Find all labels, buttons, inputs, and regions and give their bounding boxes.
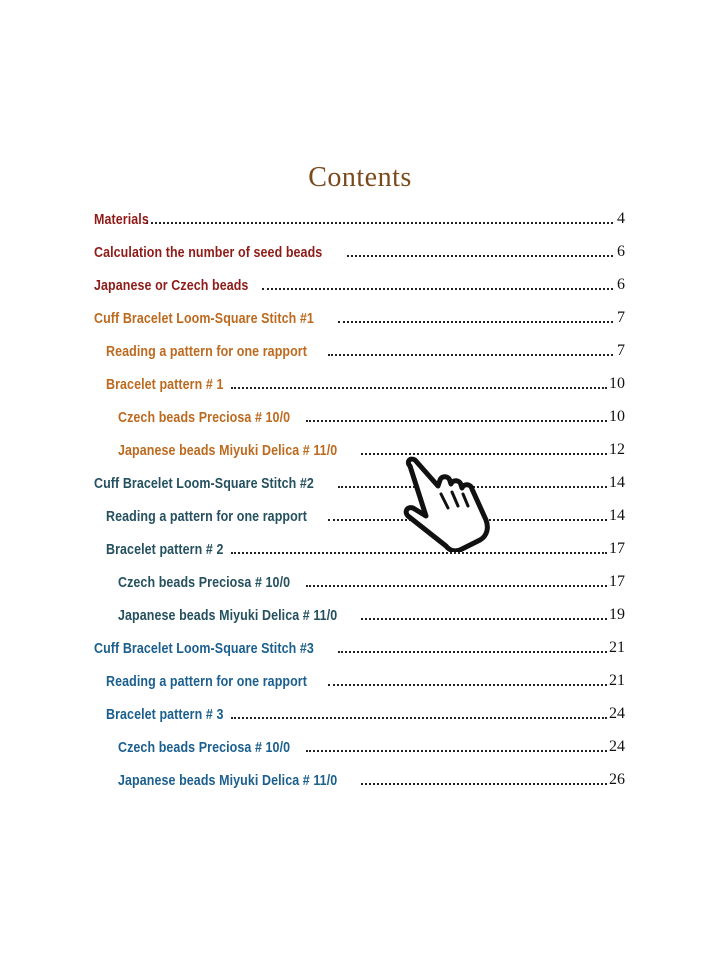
toc-entry-label: Japanese beads Miyuki Delica # 11/0 (118, 443, 338, 459)
dot-leader (146, 221, 613, 224)
dot-leader (306, 584, 607, 587)
dot-leader (231, 386, 607, 389)
dot-leader (231, 716, 607, 719)
toc-page-number: 14 (609, 507, 625, 524)
toc-entry-pattern-2[interactable] (106, 528, 625, 558)
toc-entry-cuff-2[interactable] (94, 462, 625, 492)
dot-leader (262, 287, 613, 290)
dot-leader (328, 353, 613, 356)
toc-entry-pattern-1[interactable] (106, 363, 625, 393)
toc-page-number: 17 (609, 573, 625, 590)
toc-page-number: 6 (617, 243, 625, 260)
page-title: Contents (308, 162, 412, 193)
toc-entry-label: Czech beads Preciosa # 10/0 (118, 410, 291, 426)
toc-page-number: 26 (609, 771, 625, 788)
toc-page-number: 17 (609, 540, 625, 557)
toc-entry-label: Bracelet pattern # 2 (106, 542, 224, 558)
dot-leader (361, 782, 607, 785)
toc-entry-pattern-3[interactable] (106, 693, 625, 723)
toc-entry-japanese-or-czech[interactable] (94, 264, 625, 294)
toc-entry-japanese-1[interactable] (118, 429, 625, 459)
toc-entry-rapport-3[interactable] (106, 660, 625, 690)
dot-leader (328, 683, 607, 686)
toc-page-number: 7 (617, 309, 625, 326)
toc-entry-label: Japanese or Czech beads (94, 278, 249, 294)
toc-entry-label: Japanese beads Miyuki Delica # 11/0 (118, 608, 338, 624)
toc-entry-label: Cuff Bracelet Loom-Square Stitch #3 (94, 641, 314, 657)
toc-page-number: 19 (609, 606, 625, 623)
toc-page-number: 24 (609, 738, 625, 755)
toc-entry-label: Reading a pattern for one rapport (106, 344, 307, 360)
toc-page-number: 21 (609, 639, 625, 656)
toc-page-number: 12 (609, 441, 625, 458)
toc-entry-cuff-3[interactable] (94, 627, 625, 657)
toc-entry-label: Cuff Bracelet Loom-Square Stitch #1 (94, 311, 314, 327)
toc-page-number: 21 (609, 672, 625, 689)
dot-leader (361, 452, 607, 455)
dot-leader (306, 419, 607, 422)
toc-entry-czech-3[interactable] (118, 726, 625, 756)
toc-page-number: 10 (609, 375, 625, 392)
toc-page-number: 6 (617, 276, 625, 293)
dot-leader (361, 617, 607, 620)
toc-page-number: 4 (617, 210, 625, 227)
toc-entry-label: Materials (94, 212, 149, 228)
toc-entry-rapport-2[interactable] (106, 495, 625, 525)
toc-entry-calculation[interactable] (94, 231, 625, 261)
toc-entry-label: Bracelet pattern # 3 (106, 707, 224, 723)
dot-leader (338, 650, 607, 653)
pointing-hand-icon (398, 456, 492, 552)
toc-entry-label: Czech beads Preciosa # 10/0 (118, 740, 291, 756)
toc-page-number: 24 (609, 705, 625, 722)
toc-entry-czech-1[interactable] (118, 396, 625, 426)
toc-entry-cuff-1[interactable] (94, 297, 625, 327)
toc-entry-label: Cuff Bracelet Loom-Square Stitch #2 (94, 476, 314, 492)
toc-page-number: 14 (609, 474, 625, 491)
toc-entry-label: Reading a pattern for one rapport (106, 509, 307, 525)
toc-entry-label: Czech beads Preciosa # 10/0 (118, 575, 291, 591)
toc-entry-label: Japanese beads Miyuki Delica # 11/0 (118, 773, 338, 789)
dot-leader (306, 749, 607, 752)
toc-entry-japanese-3[interactable] (118, 759, 625, 789)
toc-page-number: 7 (617, 342, 625, 359)
toc-entry-label: Reading a pattern for one rapport (106, 674, 307, 690)
toc-entry-label: Bracelet pattern # 1 (106, 377, 224, 393)
dot-leader (347, 254, 613, 257)
dot-leader (338, 320, 613, 323)
toc-entry-materials[interactable] (94, 198, 625, 228)
toc-entry-label: Calculation the number of seed beads (94, 245, 323, 261)
toc-entry-japanese-2[interactable] (118, 594, 625, 624)
toc-page-number: 10 (609, 408, 625, 425)
toc-entry-rapport-1[interactable] (106, 330, 625, 360)
toc-entry-czech-2[interactable] (118, 561, 625, 591)
